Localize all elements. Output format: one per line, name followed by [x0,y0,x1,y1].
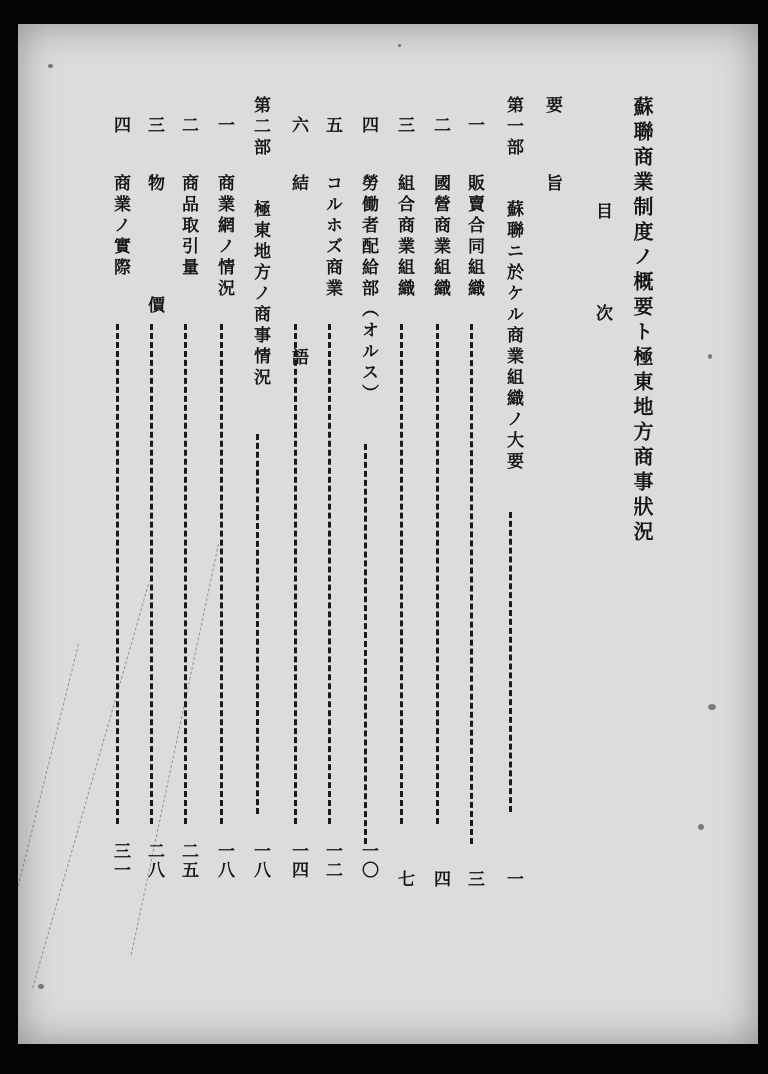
leader-dots [150,324,153,824]
toc-entry-num: 三 [144,116,164,137]
document-title: 蘇聯商業制度ノ概要ト極東地方商事狀況 [630,96,654,546]
leader-dots [364,444,367,844]
toc-entry-text: 國營商業組織 [430,174,450,300]
paper-speck [398,44,401,47]
toc-entry-part1-text: 蘇聯ニ於ケル商業組織ノ大要 [503,200,523,473]
leader-dots [400,324,403,824]
toc-entry-text: 商業ノ實際 [110,174,130,279]
bleed-through-mark [131,544,219,955]
toc-entry-page: 一八 [250,842,270,880]
bleed-through-mark [18,644,79,974]
toc-entry-text: コルホズ商業 [322,174,342,300]
toc-entry-num: 四 [110,116,130,137]
toc-heading: 目 次 [592,202,612,355]
toc-entry-page: 一 [503,870,523,889]
toc-entry-page: 二八 [144,842,164,880]
toc-entry-page: 三一 [110,842,130,880]
bleed-through-mark [32,584,149,988]
toc-entry-num: 一 [214,116,234,137]
toc-entry-page: 一〇 [358,842,378,880]
toc-entry-num: 四 [358,116,378,137]
toc-entry-page: 一四 [288,842,308,880]
leader-dots [294,324,297,824]
toc-entry-text: 勞働者配給部（オルス） [358,174,378,405]
toc-entry-page: 一八 [214,842,234,880]
toc-entry-summary: 要 旨 [542,96,562,213]
toc-entry-num: 二 [178,116,198,137]
toc-entry-num: 三 [394,116,414,137]
paper-speck [38,984,44,989]
leader-dots [470,324,473,844]
document-page [18,24,758,1044]
toc-entry-page: 三 [464,870,484,889]
toc-entry-part2-text: 極東地方ノ商事情況 [250,200,270,389]
toc-entry-page: 二五 [178,842,198,880]
paper-speck [48,64,53,68]
toc-entry-text: 結 語 [288,174,308,435]
toc-entry-text: 物 價 [144,174,164,357]
toc-entry-num: 五 [322,116,342,137]
toc-entry-page: 一二 [322,842,342,880]
leader-dots [509,512,512,812]
leader-dots [256,434,259,814]
paper-speck [698,824,704,830]
toc-entry-text: 販賣合同組織 [464,174,484,300]
toc-entry-page: 四 [430,870,450,889]
paper-speck [708,704,716,710]
toc-entry-text: 商業網ノ情況 [214,174,234,300]
toc-entry-part1-num: 第一部 [503,96,523,159]
leader-dots [116,324,119,824]
leader-dots [184,324,187,824]
toc-entry-text: 組合商業組織 [394,174,414,300]
toc-entry-page: 七 [394,870,414,889]
paper-speck [708,354,712,359]
leader-dots [220,324,223,824]
toc-entry-num: 六 [288,116,308,137]
toc-entry-part2-num: 第二部 [250,96,270,159]
toc-entry-num: 一 [464,116,484,137]
toc-entry-text: 商品取引量 [178,174,198,279]
toc-entry-num: 二 [430,116,450,137]
leader-dots [328,324,331,824]
leader-dots [436,324,439,824]
